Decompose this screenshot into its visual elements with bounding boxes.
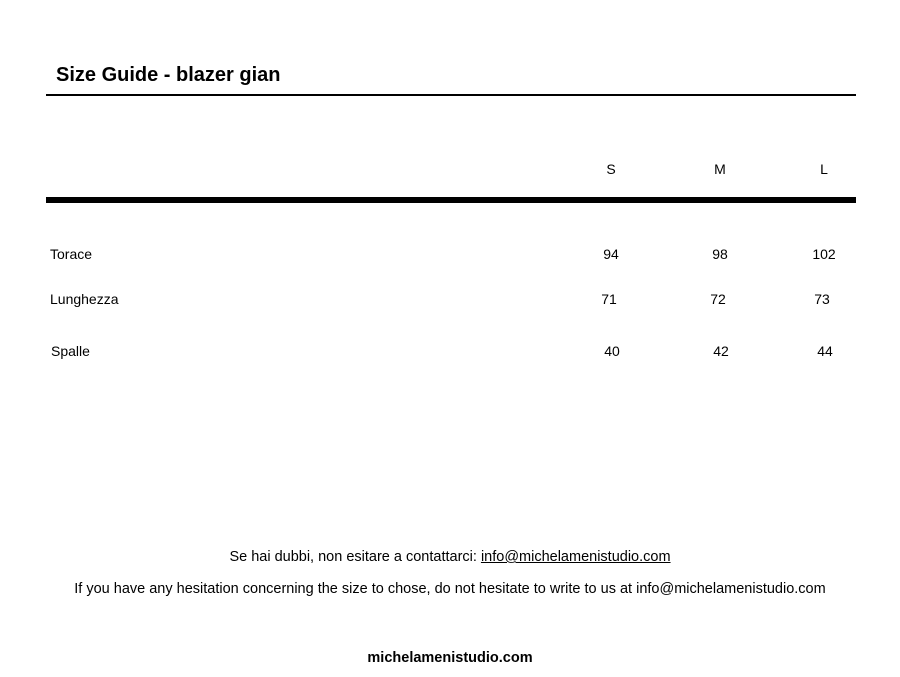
title-divider [46,94,856,96]
column-header-m: M [714,161,726,177]
table-cell: 42 [713,343,729,359]
table-cell: 98 [712,246,728,262]
row-label-torace: Torace [50,246,93,262]
row-label-spalle: Spalle [51,343,90,359]
table-cell: 44 [817,343,833,359]
table-cell: 94 [603,246,619,262]
website-label: michelamenistudio.com [367,650,533,666]
table-cell: 73 [814,291,830,307]
table-cell: 102 [812,246,836,262]
column-header-s: S [606,161,616,177]
contact-note-italian [0,548,900,566]
table-cell: 71 [601,291,617,307]
column-header-l: L [820,161,828,177]
table-cell: 72 [710,291,726,307]
contact-note-italian-text: Se hai dubbi, non esitare a contattarci: [229,549,481,565]
table-cell: 40 [604,343,620,359]
contact-note-english: If you have any hesitation concerning the size to chose, do not hesitate to write to us at info@michelamenistudio.com [74,581,826,597]
page-title: Size Guide - blazer gian [56,64,281,86]
row-label-lunghezza: Lunghezza [50,291,119,307]
contact-email-link[interactable]: info@michelamenistudio.com [480,549,671,565]
header-divider [46,197,856,203]
